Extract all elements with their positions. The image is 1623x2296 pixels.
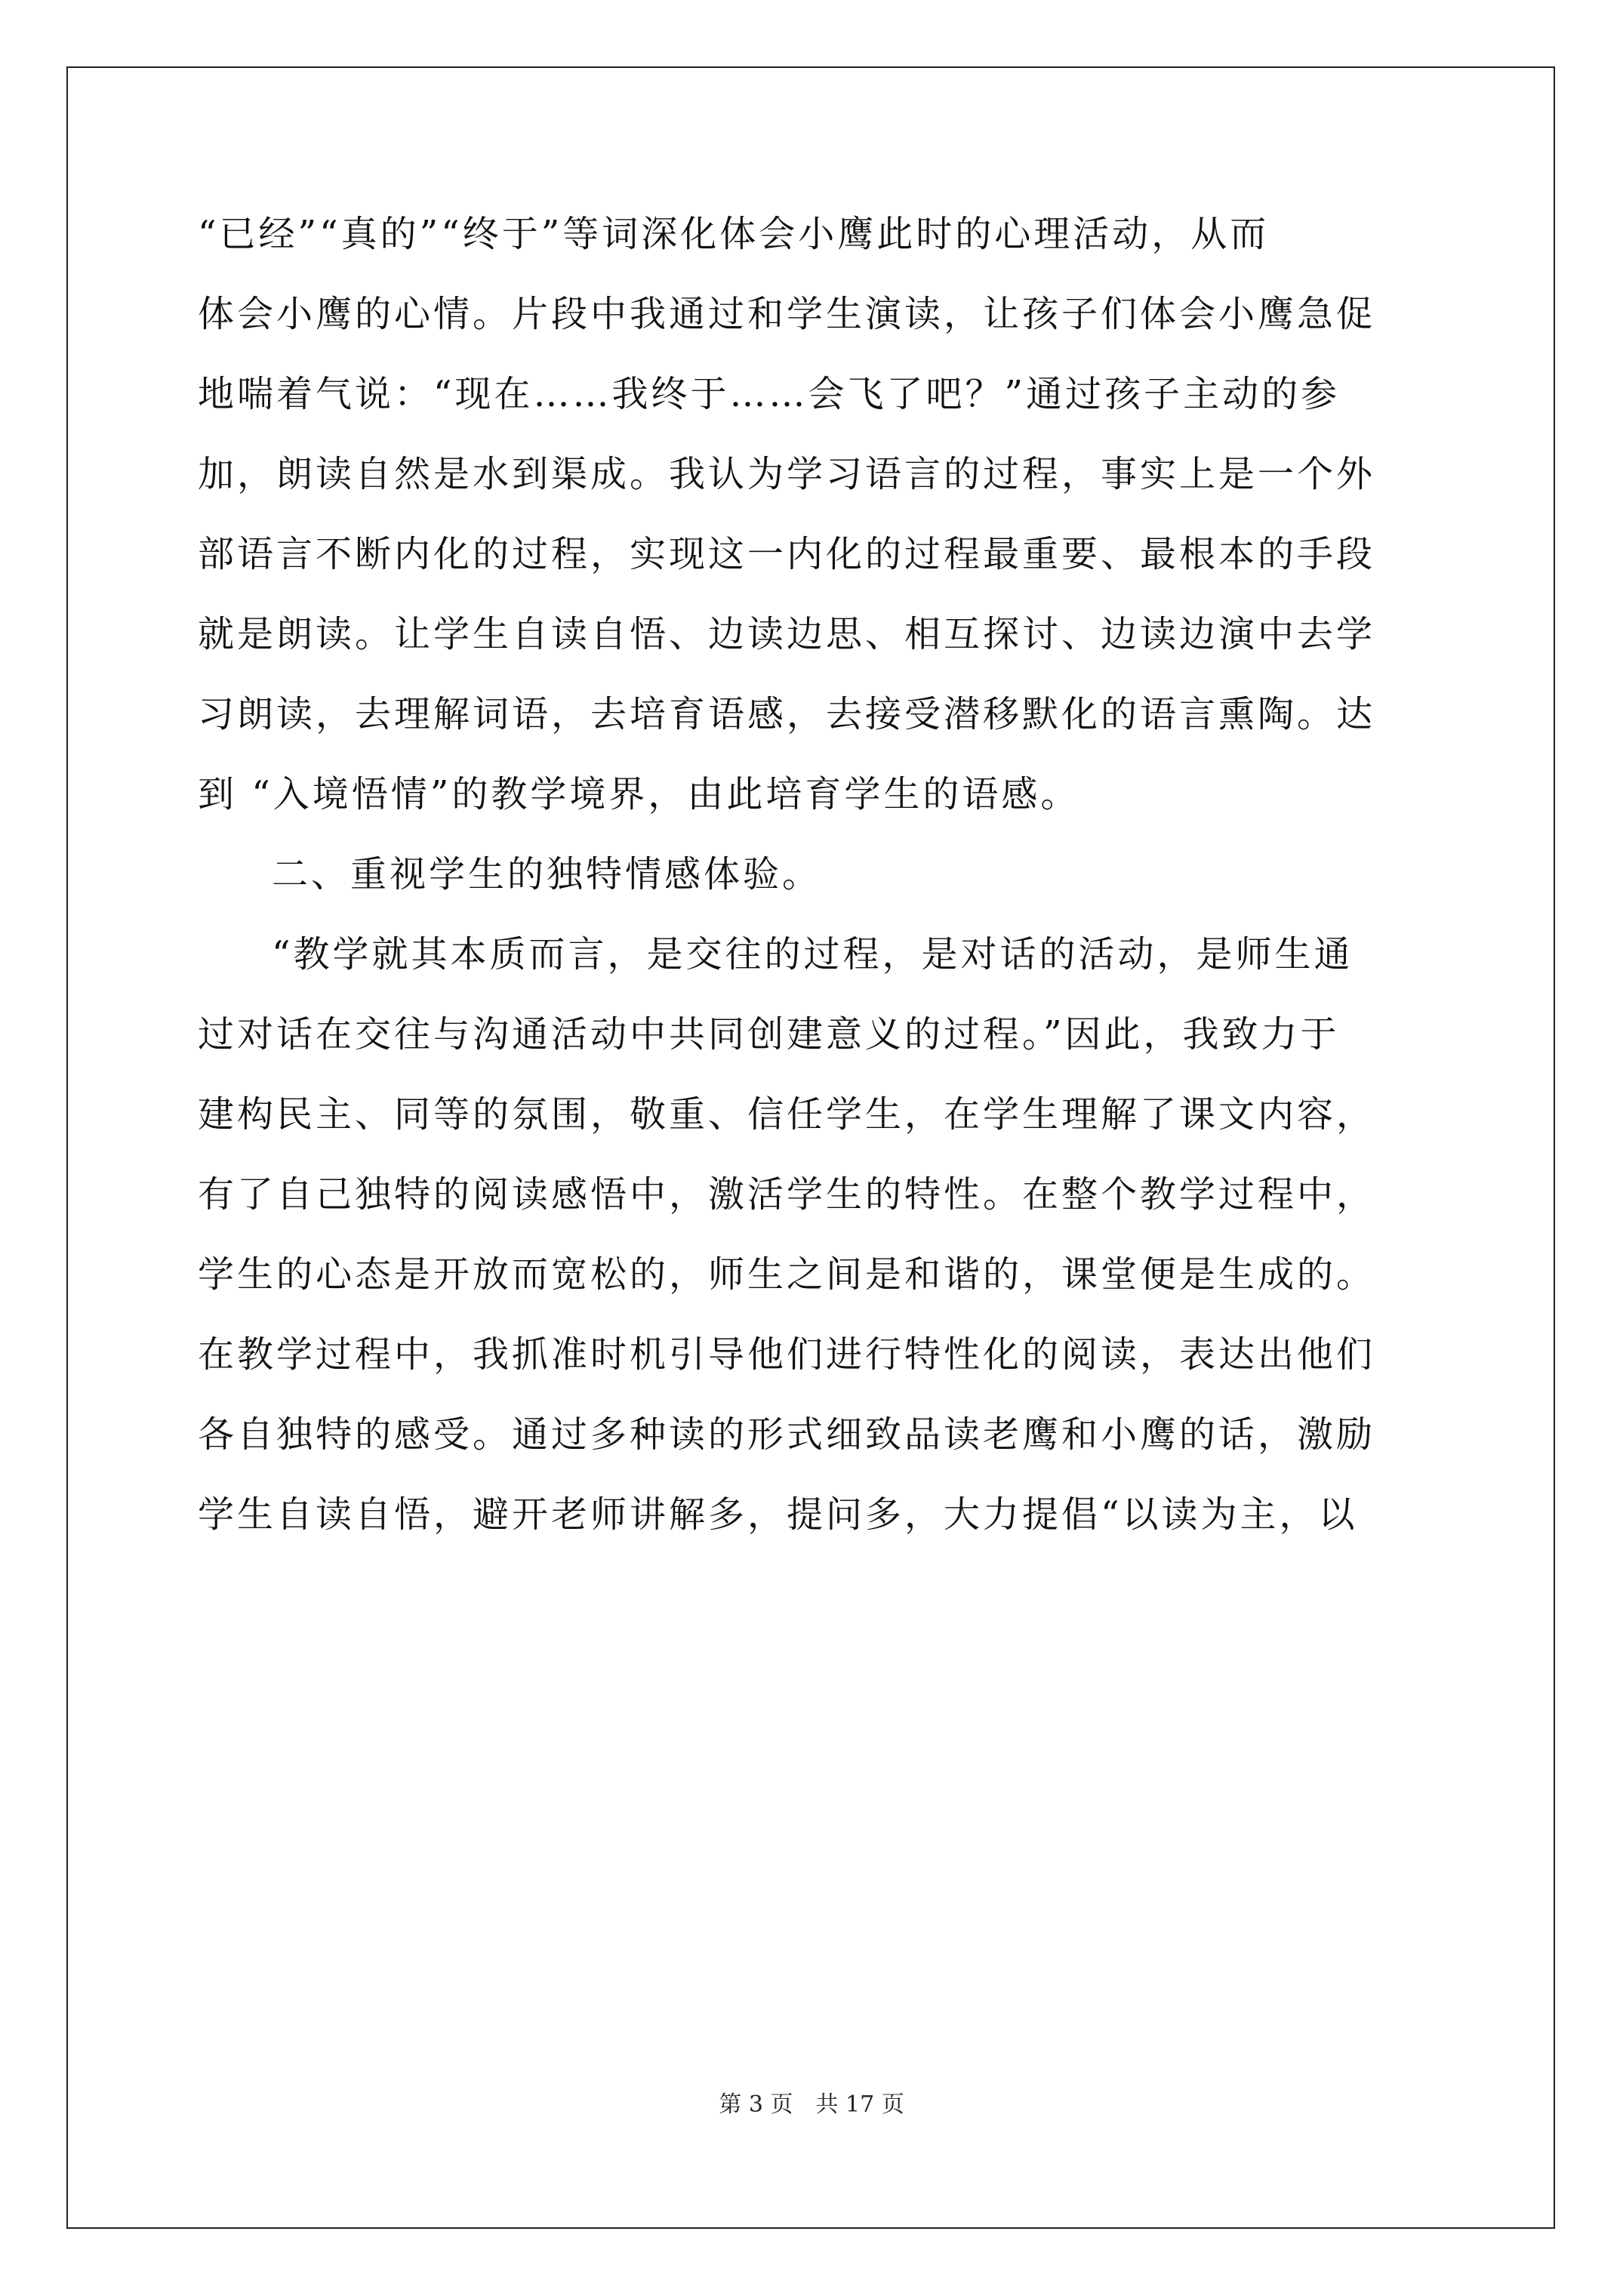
body-line-15: 在教学过程中，我抓准时机引导他们进行特性化的阅读，表达出他们 [198, 1333, 1376, 1376]
body-line-4: 加，朗读自然是水到渠成。我认为学习语言的过程，事实上是一个外 [198, 453, 1376, 495]
page-number-footer: 第 3 页 共 17 页 [719, 2091, 904, 2118]
body-line-6: 就是朗读。让学生自读自悟、边读边思、相互探讨、边读边演中去学 [198, 613, 1376, 655]
body-line-13: 有了自己独特的阅读感悟中，激活学生的特性。在整个教学过程中， [198, 1173, 1376, 1216]
body-line-12: 建构民主、同等的氛围，敬重、信任学生，在学生理解了课文内容， [198, 1093, 1376, 1136]
body-line-17: 学生自读自悟，避开老师讲解多，提问多，大力提倡“以读为主，以 [198, 1493, 1358, 1536]
section-heading: 二、重视学生的独特情感体验。 [272, 853, 822, 895]
body-line-1: “已经”“真的”“终于”等词深化体会小鹰此时的心理活动，从而 [198, 213, 1270, 255]
body-line-14: 学生的心态是开放而宽松的，师生之间是和谐的，课堂便是生成的。 [198, 1253, 1376, 1296]
body-line-3: 地喘着气说：“现在……我终于……会飞了吧？”通过孩子主动的参 [198, 373, 1341, 415]
body-line-2: 体会小鹰的心情。片段中我通过和学生演读，让孩子们体会小鹰急促 [198, 293, 1376, 335]
body-line-16: 各自独特的感受。通过多种读的形式细致品读老鹰和小鹰的话，激励 [198, 1413, 1376, 1456]
body-line-5: 部语言不断内化的过程，实现这一内化的过程最重要、最根本的手段 [198, 533, 1376, 575]
body-line-7: 习朗读，去理解词语，去培育语感，去接受潜移默化的语言熏陶。达 [198, 693, 1376, 735]
body-line-10: “教学就其本质而言，是交往的过程，是对话的活动，是师生通 [272, 933, 1354, 975]
body-line-8: 到 “入境悟情”的教学境界，由此培育学生的语感。 [198, 773, 1080, 815]
body-line-11: 过对话在交往与沟通活动中共同创建意义的过程。”因此，我致力于 [198, 1013, 1340, 1056]
